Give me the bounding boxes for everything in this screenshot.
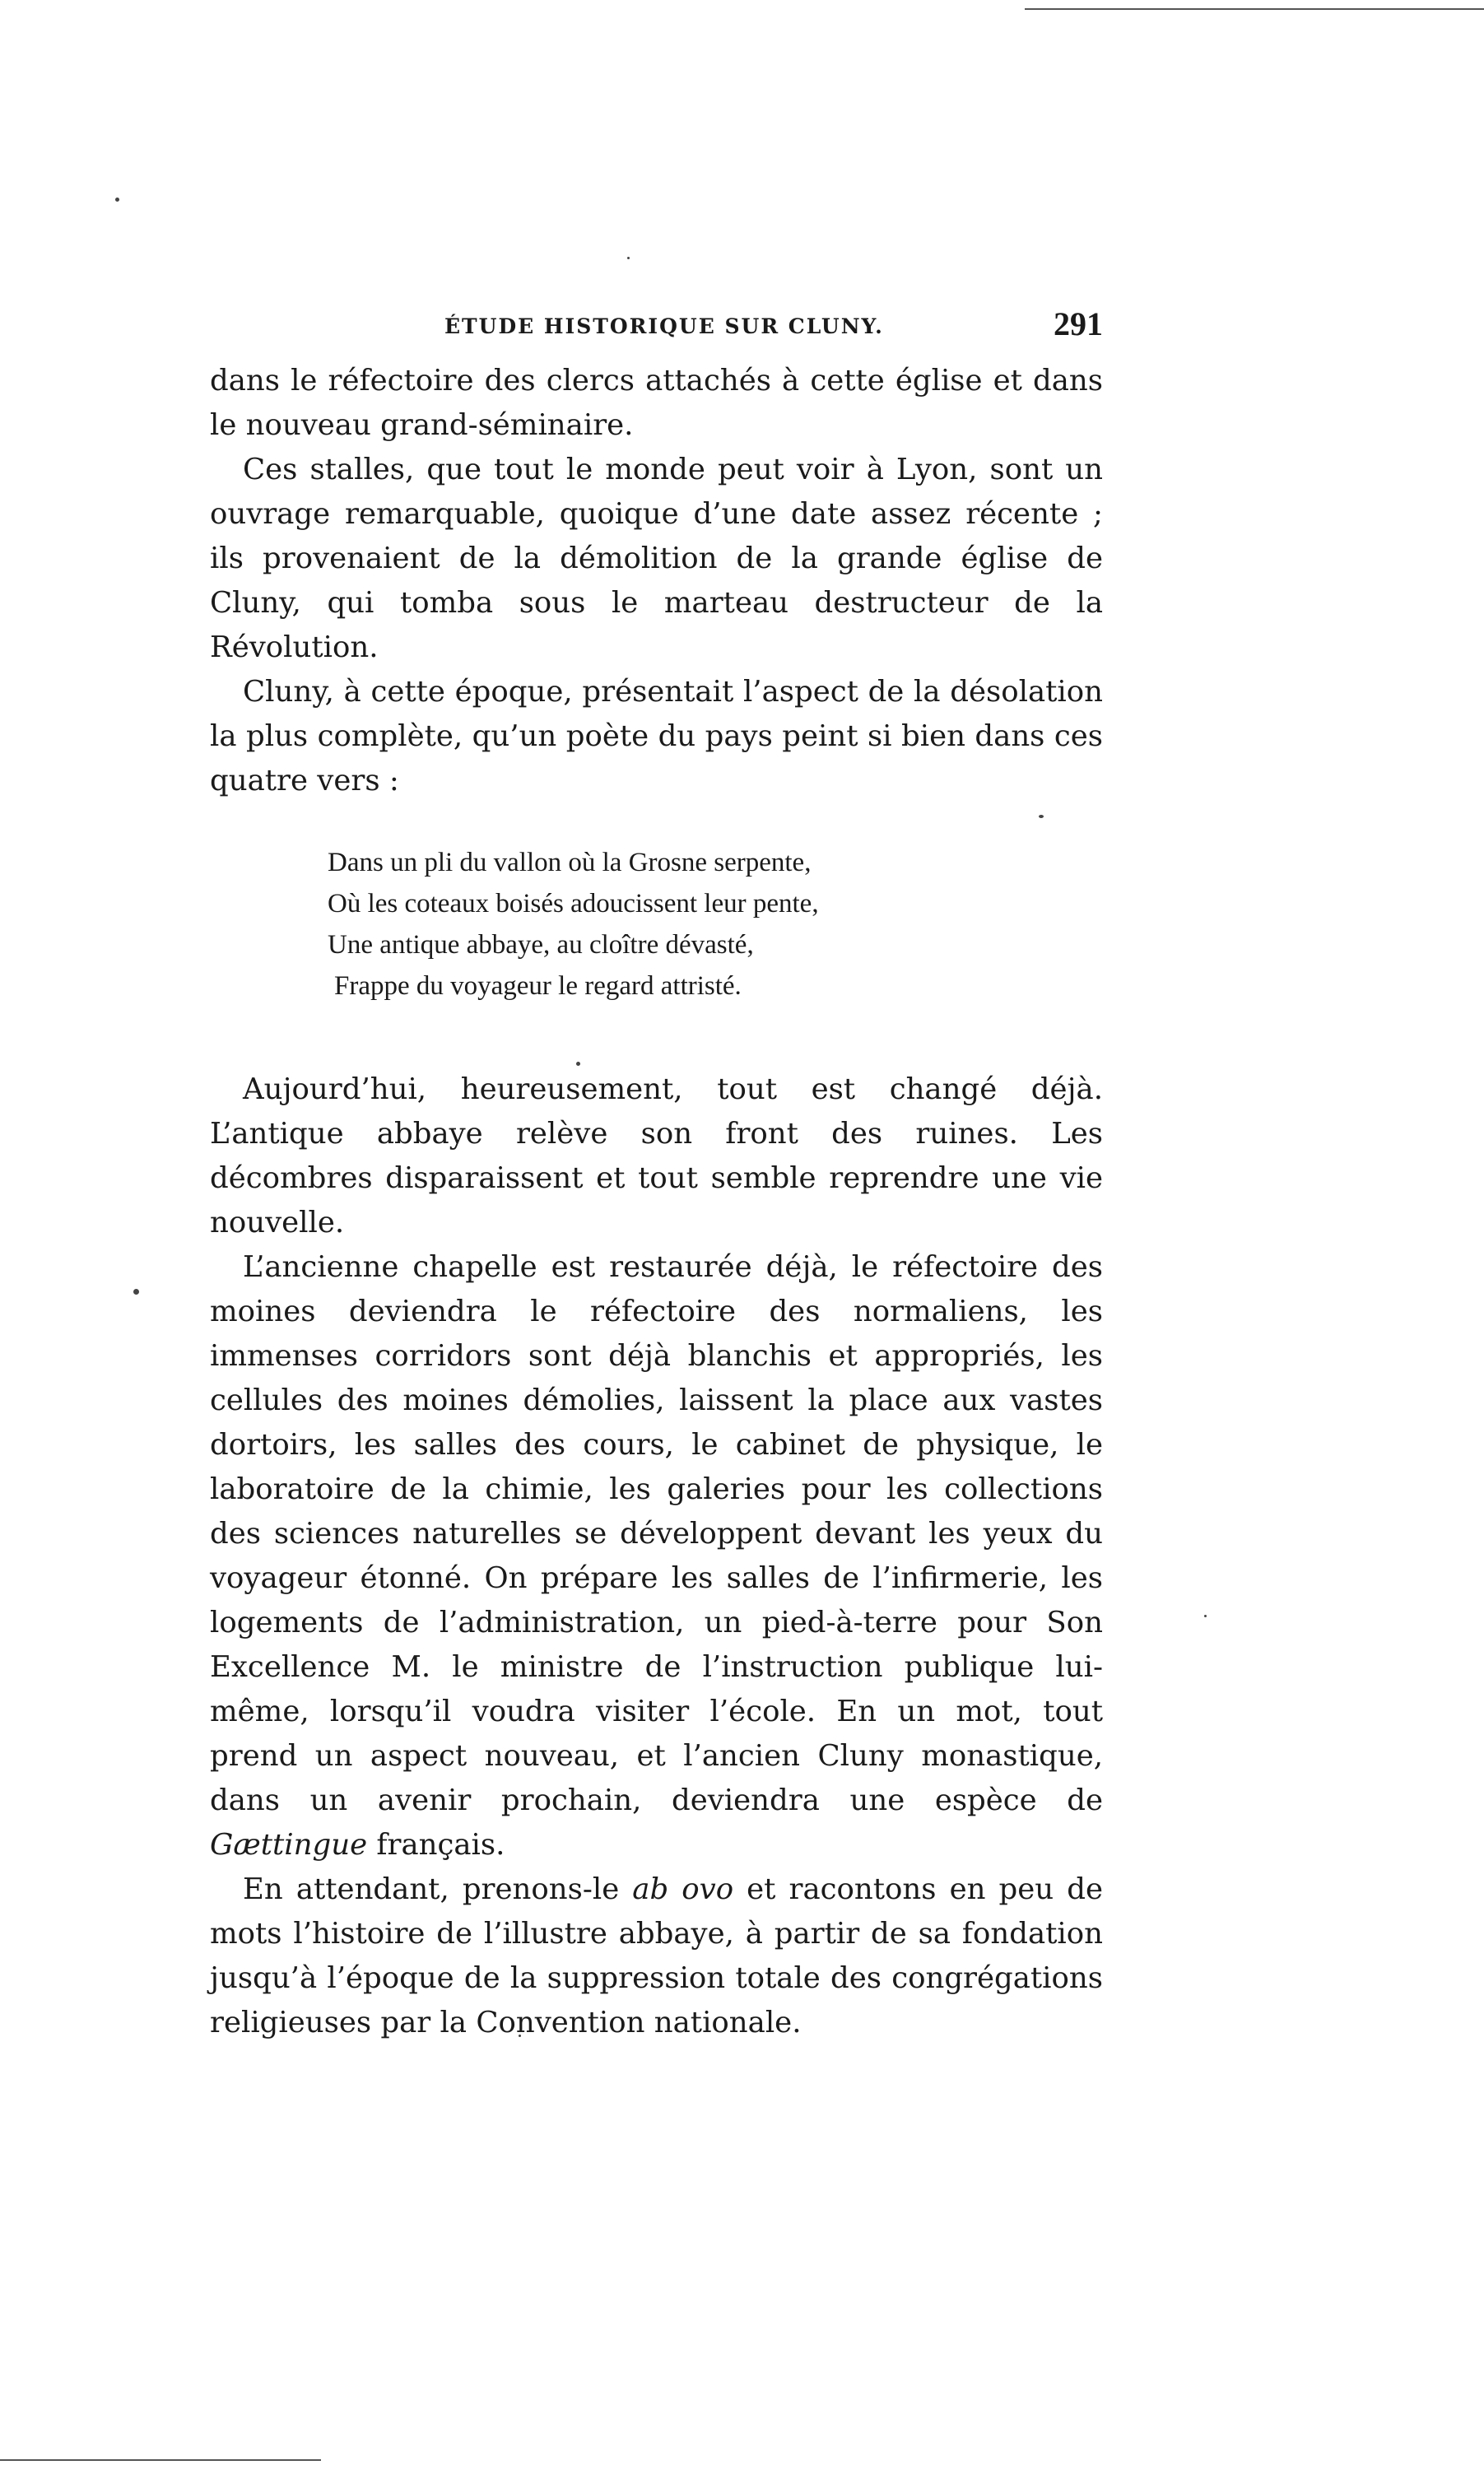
paragraph-stalles: Ces stalles, que tout le monde peut voir à Lyon, sont un ouvrage remarquable, quoique d’une date assez récente ; ils provenaient de la démolition de la grande église de Cluny, qui tomba sous le marteau destructeur de la Révolution.: [210, 453, 1103, 664]
paragraph-chapelle: [210, 1245, 1103, 1867]
scan-speck: [133, 1289, 139, 1295]
scan-edge-rule-bottom: [0, 2459, 321, 2461]
poem-line: Une antique abbaye, au cloître dévasté,: [328, 930, 754, 960]
scan-speck: [115, 198, 119, 202]
paragraph-text: L’ancienne chapelle est restaurée déjà, le réfectoire des moines deviendra le réfectoire des normaliens, les immenses corridors sont déjà blanchis et appropriés, les cellules des moines démolies, laissent la place aux vastes dortoirs, les salles des cours, le cabinet de physique, le laboratoire de la chimie, les galeries pour les collections des sciences naturelles se développent devant les yeux du voyageur étonné. On prépare les salles de l’infirmerie, les logements de l’administration, un pied-à-terre pour Son Excellence M. le ministre de l’instruction publique lui-même, lorsqu’il voudra visiter l’école. En un mot, tout prend un aspect nouveau, et l’ancien Cluny monastique, dans un avenir prochain, deviendra une espèce de: [210, 1250, 1103, 1817]
italic-term: Gættingue: [210, 1828, 368, 1862]
poem-line: Frappe du voyageur le regard attristé.: [334, 971, 742, 1001]
page-header: [210, 305, 1103, 346]
scan-speck: [1039, 815, 1044, 818]
italic-term: ab ovo: [632, 1872, 734, 1906]
paragraph-en-attendant: [210, 1867, 1103, 2045]
text-block-upper: [210, 359, 1103, 803]
poem-line: Où les coteaux boisés adoucissent leur pente,: [328, 889, 819, 919]
running-title: ÉTUDE HISTORIQUE SUR CLUNY.: [444, 314, 884, 338]
text-block-lower: [210, 1067, 1103, 2045]
paragraph-continued: dans le réfectoire des clercs attachés à cette église et dans le nouveau grand-séminaire.: [210, 364, 1103, 442]
paragraph-desolation: Cluny, à cette époque, présentait l’aspect de la désolation la plus complète, qu’un poète du pays peint si bien dans ces quatre vers :: [210, 675, 1103, 798]
scan-speck: [1204, 1615, 1207, 1617]
poem-line: Dans un pli du vallon où la Grosne serpente,: [328, 848, 812, 877]
paragraph-aujourdhui: Aujourd’hui, heureusement, tout est changé déjà. L’antique abbaye relève son front des ruines. Les décombres disparaissent et tout semble reprendre une vie nouvelle.: [210, 1072, 1103, 1239]
page-number: 291: [1054, 305, 1103, 342]
paragraph-text: français.: [376, 1828, 505, 1862]
scan-edge-rule-top: [1025, 8, 1484, 10]
paragraph-text: et racontons en peu de mots l’histoire de l’illustre abbaye, à partir de sa fondation jusqu’à l’époque de la suppression totale des congrégations religieuses par la Convention nationale.: [210, 1872, 1103, 2039]
scan-speck: [576, 1062, 580, 1066]
paragraph-text: En attendant, prenons-le: [243, 1872, 620, 1906]
poem-quatrain: [328, 842, 819, 1007]
scan-speck: [627, 257, 630, 259]
